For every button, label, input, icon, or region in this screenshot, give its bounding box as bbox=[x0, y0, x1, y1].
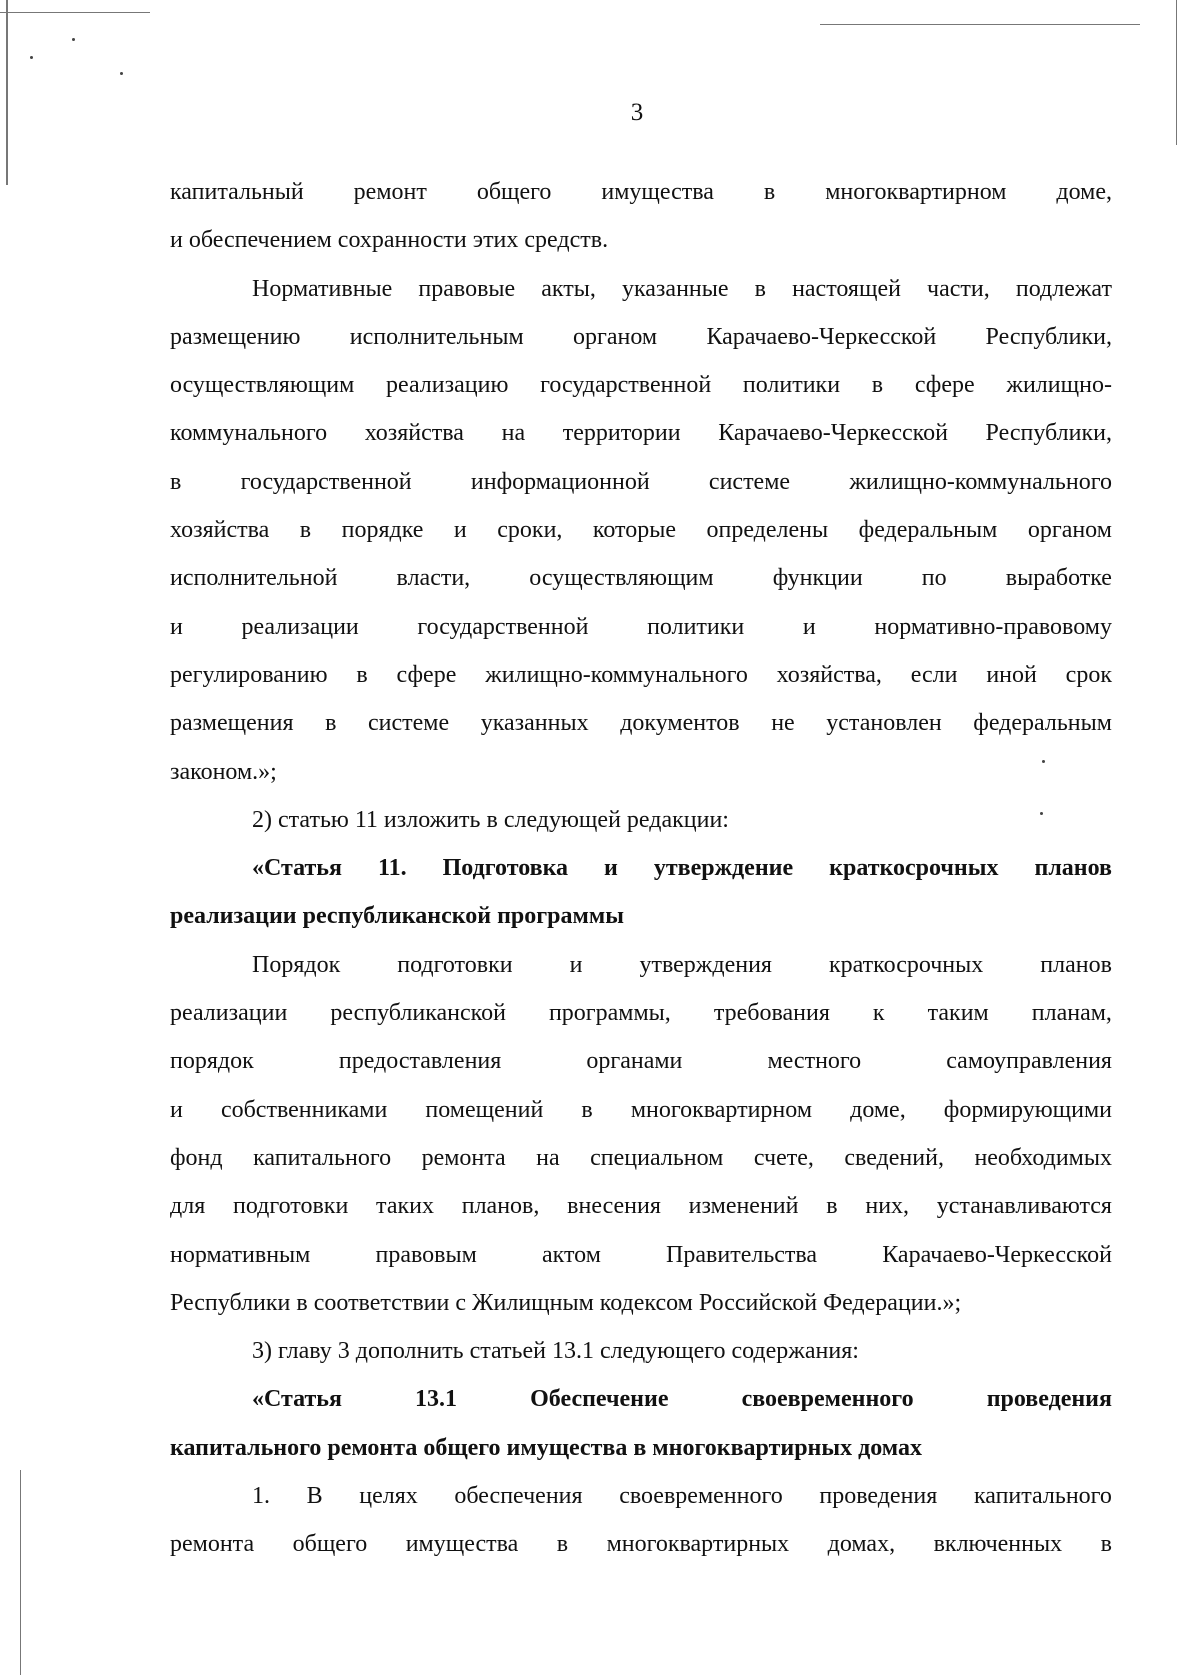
word: и bbox=[802, 613, 816, 640]
word: осуществляющим bbox=[170, 372, 355, 399]
word: краткосрочных bbox=[828, 951, 984, 978]
word: хозяйства bbox=[364, 420, 464, 447]
word: органами bbox=[586, 1048, 683, 1075]
word: части, bbox=[927, 275, 990, 302]
text-line bbox=[170, 458, 1112, 506]
word: регулированию bbox=[170, 661, 328, 688]
word: органом bbox=[573, 323, 658, 350]
word: Нормативные bbox=[252, 275, 393, 302]
word: помещений bbox=[425, 1096, 544, 1123]
word: и bbox=[604, 855, 618, 882]
word: коммунального bbox=[170, 420, 328, 447]
word: указанных bbox=[480, 710, 589, 737]
word: капитального bbox=[973, 1483, 1112, 1510]
word: власти, bbox=[396, 565, 471, 592]
word: системе bbox=[368, 710, 450, 737]
word: В bbox=[306, 1483, 323, 1510]
word: документов bbox=[620, 710, 740, 737]
word: в bbox=[581, 1096, 593, 1123]
text-line bbox=[170, 989, 1112, 1037]
word: включенных bbox=[933, 1531, 1063, 1558]
word: осуществляющим bbox=[529, 565, 714, 592]
word: и bbox=[569, 951, 583, 978]
word: иной bbox=[986, 661, 1037, 688]
word: ремонта bbox=[421, 1144, 506, 1171]
word: общего bbox=[292, 1531, 368, 1558]
scan-edge-line-top-right bbox=[820, 24, 1140, 25]
text-line: законом.»; bbox=[170, 758, 277, 785]
word: определены bbox=[706, 517, 829, 544]
scan-dot bbox=[120, 72, 123, 75]
word: федеральным bbox=[973, 710, 1112, 737]
word: 13.1 bbox=[415, 1386, 458, 1413]
word: Республики, bbox=[985, 323, 1112, 350]
word: Республики, bbox=[985, 420, 1112, 447]
word: общего bbox=[476, 179, 552, 205]
word: в bbox=[556, 1531, 569, 1558]
text-line: Республики в соответствии с Жилищным кодексом Российской Федерации.»; bbox=[170, 1289, 962, 1316]
word: республиканской bbox=[330, 1000, 506, 1027]
word: реализации bbox=[241, 613, 359, 640]
amendment-item-2: 2) статью 11 изложить в следующей редакции: bbox=[252, 806, 729, 833]
word: изменений bbox=[688, 1193, 799, 1220]
word: в bbox=[871, 372, 884, 399]
amendment-item-3: 3) главу 3 дополнить статьей 13.1 следующего содержания: bbox=[252, 1338, 859, 1365]
text-line: и обеспечением сохранности этих средств. bbox=[170, 227, 609, 254]
word: нормативно-правовому bbox=[874, 613, 1112, 640]
word: собственниками bbox=[220, 1096, 388, 1123]
word: и bbox=[170, 613, 183, 640]
word: многоквартирном bbox=[825, 179, 1007, 205]
word: акты, bbox=[541, 275, 596, 302]
word: нормативным bbox=[170, 1241, 311, 1268]
page-number: 3 bbox=[630, 99, 644, 126]
word: и bbox=[170, 1096, 183, 1123]
word: Подготовка bbox=[442, 855, 569, 882]
word: органом bbox=[1027, 517, 1112, 544]
word: в bbox=[356, 661, 368, 688]
word: таким bbox=[927, 1000, 989, 1027]
word: выработке bbox=[1005, 565, 1112, 592]
word: доме, bbox=[850, 1096, 906, 1123]
word: проведения bbox=[819, 1483, 938, 1510]
scan-dot bbox=[30, 56, 33, 59]
word: по bbox=[921, 565, 947, 592]
word: сроки, bbox=[497, 517, 563, 544]
word: федеральным bbox=[858, 517, 998, 544]
paragraph-first-line bbox=[170, 265, 1112, 313]
article-11-heading bbox=[170, 844, 1112, 892]
word: утверждение bbox=[653, 855, 794, 882]
word: в bbox=[325, 710, 337, 737]
word: «Статья bbox=[252, 1386, 342, 1413]
word: имущества bbox=[601, 179, 714, 205]
word: своевременного bbox=[741, 1386, 914, 1413]
word: реализацию bbox=[386, 372, 509, 399]
word: них, bbox=[865, 1193, 910, 1220]
word: на bbox=[501, 420, 526, 447]
word: функции bbox=[772, 565, 863, 592]
scan-edge-line-bottom-left bbox=[20, 1470, 21, 1675]
text-line bbox=[170, 554, 1112, 602]
word: в bbox=[299, 517, 312, 544]
word: для bbox=[170, 1193, 206, 1220]
text-line bbox=[170, 361, 1112, 409]
word: порядок bbox=[170, 1048, 254, 1075]
word: жилищно- bbox=[1006, 372, 1112, 399]
word: необходимых bbox=[974, 1144, 1112, 1171]
text-line bbox=[170, 313, 1112, 361]
word: на bbox=[536, 1144, 560, 1171]
text-line bbox=[170, 1182, 1112, 1230]
word: настоящей bbox=[792, 275, 901, 302]
word: порядке bbox=[341, 517, 424, 544]
word: подготовки bbox=[397, 951, 513, 978]
word: краткосрочных bbox=[829, 855, 999, 882]
word: жилищно-коммунального bbox=[485, 661, 748, 688]
word: сведений, bbox=[844, 1144, 944, 1171]
word: местного bbox=[767, 1048, 862, 1075]
word: проведения bbox=[986, 1386, 1112, 1413]
word: своевременного bbox=[619, 1483, 783, 1510]
word: счете, bbox=[753, 1144, 814, 1171]
scan-edge-line-top-left bbox=[0, 12, 150, 13]
word: срок bbox=[1065, 661, 1112, 688]
word: исполнительной bbox=[170, 565, 338, 592]
word: целях bbox=[359, 1483, 418, 1510]
word: подлежат bbox=[1015, 275, 1112, 302]
word: программы, bbox=[548, 1000, 671, 1027]
word: имущества bbox=[405, 1531, 519, 1558]
article-13-1-heading bbox=[170, 1375, 1112, 1423]
article-13-1-heading-cont: капитального ремонта общего имущества в многоквартирных домах bbox=[170, 1434, 922, 1461]
text-line bbox=[170, 1037, 1112, 1085]
word: обеспечения bbox=[454, 1483, 583, 1510]
word: сфере bbox=[396, 661, 457, 688]
word: предоставления bbox=[338, 1048, 502, 1075]
word: правовые bbox=[418, 275, 516, 302]
word: Карачаево-Черкесской bbox=[706, 323, 937, 350]
article-11-heading-cont: реализации республиканской программы bbox=[170, 903, 624, 930]
scan-dot bbox=[72, 38, 75, 41]
word: размещения bbox=[170, 710, 294, 737]
word: 11. bbox=[377, 855, 407, 882]
word: актом bbox=[541, 1241, 601, 1268]
word: установлен bbox=[826, 710, 942, 737]
word: многоквартирном bbox=[630, 1096, 813, 1123]
word: фонд bbox=[170, 1144, 223, 1171]
word: Обеспечение bbox=[530, 1386, 669, 1413]
word: Порядок bbox=[252, 951, 341, 978]
word: капитальный bbox=[170, 179, 304, 205]
word: планов bbox=[1040, 951, 1112, 978]
word: требования bbox=[713, 1000, 830, 1027]
word: исполнительным bbox=[349, 323, 524, 350]
word: хозяйства, bbox=[776, 661, 882, 688]
word: в bbox=[826, 1193, 838, 1220]
word: к bbox=[872, 1000, 885, 1027]
word: если bbox=[910, 661, 958, 688]
word: хозяйства bbox=[170, 517, 270, 544]
word: внесения bbox=[567, 1193, 661, 1220]
word: утверждения bbox=[639, 951, 772, 978]
word: планов, bbox=[461, 1193, 540, 1220]
word: подготовки bbox=[232, 1193, 349, 1220]
word: в bbox=[1100, 1531, 1112, 1558]
word: политики bbox=[742, 372, 841, 399]
word: Правительства bbox=[666, 1241, 818, 1268]
text-line bbox=[170, 603, 1112, 651]
text-line bbox=[170, 409, 1112, 457]
word: информационной bbox=[470, 468, 650, 495]
word: специальном bbox=[590, 1144, 724, 1171]
word: многоквартирных bbox=[606, 1531, 790, 1558]
text-line bbox=[170, 168, 1112, 216]
word: Карачаево-Черкесской bbox=[882, 1241, 1112, 1268]
text-line bbox=[170, 651, 1112, 699]
text-line bbox=[170, 1134, 1112, 1182]
word: Карачаево-Черкесской bbox=[718, 420, 948, 447]
word: планам, bbox=[1031, 1000, 1112, 1027]
word: правовым bbox=[375, 1241, 477, 1268]
word: жилищно-коммунального bbox=[849, 468, 1112, 495]
word: капитального bbox=[253, 1144, 392, 1171]
word: в bbox=[170, 468, 182, 495]
word: самоуправления bbox=[946, 1048, 1112, 1075]
word: территории bbox=[562, 420, 681, 447]
word: таких bbox=[376, 1193, 434, 1220]
text-line bbox=[170, 1520, 1112, 1568]
word: реализации bbox=[170, 1000, 288, 1027]
word: 1. bbox=[252, 1483, 270, 1510]
scan-edge-line-left bbox=[6, 0, 8, 185]
word: государственной bbox=[540, 372, 712, 399]
text-line bbox=[170, 506, 1112, 554]
word: сфере bbox=[914, 372, 975, 399]
word: ремонт bbox=[353, 179, 427, 205]
document-body bbox=[170, 168, 1112, 1569]
word: размещению bbox=[170, 323, 301, 350]
word: указанные bbox=[621, 275, 729, 302]
word: в bbox=[763, 179, 776, 205]
text-line bbox=[170, 699, 1112, 747]
word: планов bbox=[1034, 855, 1112, 882]
word: «Статья bbox=[252, 855, 342, 882]
word: государственной bbox=[240, 468, 412, 495]
word: которые bbox=[592, 517, 676, 544]
word: доме, bbox=[1056, 179, 1112, 205]
paragraph-first-line bbox=[170, 1472, 1112, 1520]
word: не bbox=[771, 710, 795, 737]
word: ремонта bbox=[170, 1531, 255, 1558]
text-line bbox=[170, 1086, 1112, 1134]
word: домах, bbox=[827, 1531, 896, 1558]
word: системе bbox=[708, 468, 791, 495]
word: политики bbox=[647, 613, 745, 640]
word: формирующими bbox=[943, 1096, 1112, 1123]
text-line bbox=[170, 1231, 1112, 1279]
word: в bbox=[754, 275, 766, 302]
paragraph-first-line bbox=[170, 941, 1112, 989]
word: государственной bbox=[417, 613, 589, 640]
word: и bbox=[453, 517, 467, 544]
word: устанавливаются bbox=[936, 1193, 1112, 1220]
